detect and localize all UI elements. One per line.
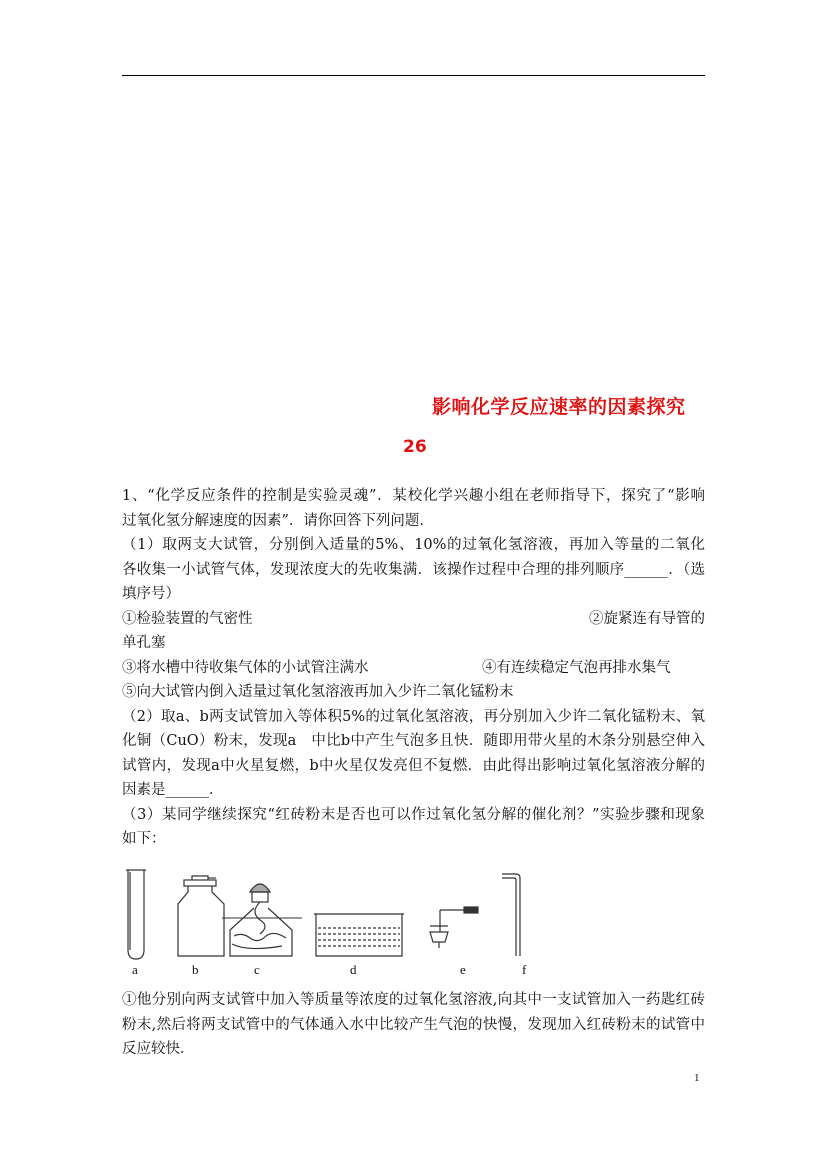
option-3: ③将水槽中待收集气体的小试管注满水 bbox=[122, 659, 369, 676]
question-body bbox=[122, 484, 705, 852]
reagent-bottle-icon bbox=[178, 876, 224, 956]
part1-line: 各收集一小试管气体，发现浓度大的先收集满．该操作过程中合理的排列顺序______．（选 bbox=[122, 561, 705, 578]
option-1: ①检验装置的气密性 bbox=[122, 610, 253, 627]
question-line: 过氧化氢分解速度的因素”．请你回答下列问题． bbox=[122, 512, 434, 529]
part2-line: 因素是______． bbox=[122, 782, 224, 798]
part3-line: 如下： bbox=[122, 831, 166, 847]
option-2-continued: 单孔塞 bbox=[122, 635, 166, 651]
step1-line: 粉末,然后将两支试管中的气体通入水中比较产生气泡的快慢，发现加入红砖粉末的试管中 bbox=[122, 1016, 705, 1033]
option-2: ②旋紧连有导管的 bbox=[589, 610, 705, 627]
figure-label-e: e bbox=[460, 962, 466, 977]
water-trough-icon bbox=[314, 914, 404, 956]
step1-line: ①他分别向两支试管中加入等质量等浓度的过氧化氢溶液,向其中一支试管加入一药匙红砖 bbox=[122, 992, 705, 1008]
header-rule bbox=[122, 75, 705, 76]
alcohol-lamp-icon bbox=[222, 884, 302, 956]
option-row bbox=[122, 607, 705, 632]
figure-label-a: a bbox=[132, 962, 138, 977]
step-body bbox=[122, 988, 705, 1062]
test-tube-icon bbox=[126, 870, 146, 959]
part2-line: 化铜（CuO）粉末，发现a 中比b中产生气泡多且快．随即用带火星的木条分别悬空伸入 bbox=[122, 733, 705, 749]
figure-label-b: b bbox=[192, 962, 199, 977]
stopper-with-tube-icon bbox=[430, 907, 478, 948]
option-row bbox=[122, 656, 705, 681]
question-line: 1、“化学反应条件的控制是实验灵魂”．某校化学兴趣小组在老师指导下，探究了“影响 bbox=[122, 488, 705, 504]
figure-labels bbox=[122, 962, 542, 982]
part1-line: 填序号） bbox=[122, 586, 180, 602]
step1-line: 反应较快． bbox=[122, 1041, 195, 1057]
part2-line: （2）取a、b两支试管加入等体积5%的过氧化氢溶液，再分别加入少许二氧化锰粉末、氧 bbox=[122, 708, 705, 725]
part1-line: （1）取两支大试管，分别倒入适量的5%、10%的过氧化氢溶液，再加入等量的二氧化 bbox=[122, 537, 705, 553]
figure-label-c: c bbox=[254, 962, 260, 977]
figure-label-f: f bbox=[522, 962, 527, 977]
option-5: ⑤向大试管内倒入适量过氧化氢溶液再加入少许二氧化锰粉末 bbox=[122, 684, 514, 700]
option-4: ④有连续稳定气泡再排水集气 bbox=[482, 659, 671, 676]
part3-line: （3）某同学继续探究“红砖粉末是否也可以作过氧化氢分解的催化剂？”实验步骤和现象 bbox=[122, 806, 705, 823]
document-title: 影响化学反应速率的因素探究 bbox=[432, 396, 686, 418]
figure-label-d: d bbox=[350, 962, 357, 977]
part2-line: 试管内，发现a中火星复燃，b中火星仅发亮但不复燃．由此得出影响过氧化氢溶液分解的 bbox=[122, 757, 705, 774]
document-number: 26 bbox=[403, 437, 427, 457]
page-number: 1 bbox=[694, 1072, 700, 1084]
bent-tube-icon bbox=[502, 874, 520, 956]
